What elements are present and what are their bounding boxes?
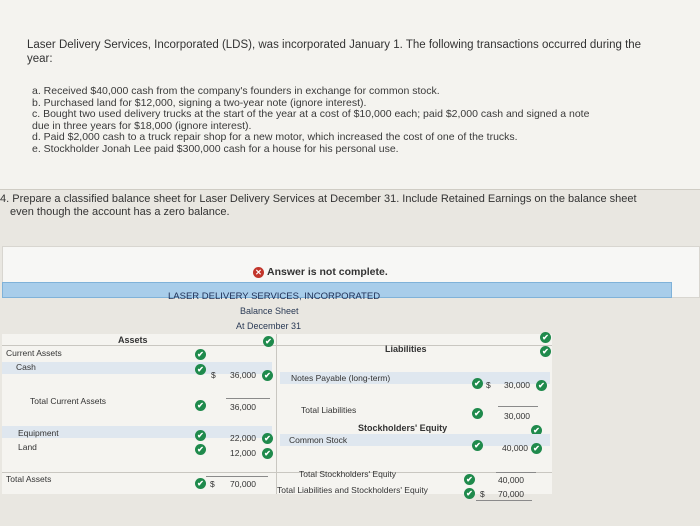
total-le-value[interactable]: 70,000	[498, 489, 524, 499]
common-stock-value[interactable]: 40,000	[502, 443, 528, 453]
transaction-d: d. Paid $2,000 cash to a truck repair shop for a new motor, which increased the cost of one of the trucks.	[32, 131, 518, 144]
check-icon	[540, 346, 551, 357]
land-value[interactable]: 12,000	[230, 448, 256, 458]
equipment-value[interactable]: 22,000	[230, 433, 256, 443]
notes-payable-currency: $	[486, 380, 491, 390]
equity-header: Stockholders' Equity	[358, 423, 448, 433]
double-underline	[476, 500, 532, 501]
grid-divider	[276, 334, 277, 494]
answer-status-text: Answer is not complete.	[267, 266, 388, 278]
sheet-title: Balance Sheet	[240, 306, 299, 316]
check-icon	[263, 336, 274, 347]
underline	[498, 406, 538, 407]
cash-value[interactable]: 36,000	[230, 370, 256, 380]
cash-label[interactable]: Cash	[16, 362, 36, 372]
total-liabilities-value[interactable]: 30,000	[504, 411, 530, 421]
assets-header: Assets	[118, 335, 148, 345]
transaction-list	[32, 86, 662, 156]
total-assets-currency: $	[210, 479, 215, 489]
transaction-c: c. Bought two used delivery trucks at the start of the year at a cost of $10,000 each; paid $2,000 cash and signed a note	[32, 108, 590, 121]
question-line-1: 4. Prepare a classified balance sheet for Laser Delivery Services at December 31. Include Retained Earnings on the balance sheet	[0, 193, 637, 205]
total-liabilities-label: Total Liabilities	[301, 405, 357, 415]
transaction-c-cont: due in three years for $18,000 (ignore interest).	[32, 119, 252, 132]
check-icon	[464, 474, 475, 485]
grid-line	[2, 472, 552, 473]
land-label[interactable]: Land	[18, 442, 37, 452]
check-icon	[472, 440, 483, 451]
check-icon	[472, 378, 483, 389]
total-assets-label: Total Assets	[6, 474, 52, 484]
check-icon	[262, 448, 273, 459]
liabilities-header: Liabilities	[385, 344, 427, 354]
check-icon	[531, 443, 542, 454]
total-assets-value[interactable]: 70,000	[230, 479, 256, 489]
check-icon	[195, 400, 206, 411]
notes-payable-value[interactable]: 30,000	[504, 380, 530, 390]
check-icon	[195, 444, 206, 455]
common-stock-label[interactable]: Common Stock	[289, 435, 348, 445]
x-circle-icon: ✕	[253, 267, 264, 278]
total-le-label: Total Liabilities and Stockholders' Equity	[277, 485, 428, 495]
total-equity-value[interactable]: 40,000	[498, 475, 524, 485]
question-text	[0, 193, 690, 219]
sheet-date: At December 31	[236, 321, 302, 331]
check-icon	[195, 430, 206, 441]
check-icon	[195, 349, 206, 360]
underline	[206, 476, 268, 477]
answer-status	[253, 266, 388, 278]
underline	[226, 398, 270, 399]
total-current-assets-value[interactable]: 36,000	[230, 402, 256, 412]
transaction-e: e. Stockholder Jonah Lee paid $300,000 cash for a house for his personal use.	[32, 142, 399, 155]
underline	[496, 472, 536, 473]
company-name: LASER DELIVERY SERVICES, INCORPORATED	[168, 291, 381, 302]
current-assets-label: Current Assets	[6, 348, 62, 358]
cash-currency: $	[211, 370, 216, 380]
equipment-label[interactable]: Equipment	[18, 428, 59, 438]
total-current-assets-label: Total Current Assets	[30, 396, 107, 406]
check-icon	[195, 478, 206, 489]
check-icon	[262, 370, 273, 381]
grid-line	[2, 345, 552, 346]
total-le-currency: $	[480, 489, 485, 499]
intro-line-1: Laser Delivery Services, Incorporated (LDS), was incorporated January 1. The following transactions occurred during the	[27, 39, 642, 51]
check-icon	[540, 332, 551, 343]
check-icon	[536, 380, 547, 391]
balance-sheet-table	[2, 334, 552, 494]
notes-payable-label[interactable]: Notes Payable (long-term)	[291, 373, 391, 383]
check-icon	[195, 364, 206, 375]
problem-card	[0, 0, 700, 190]
total-equity-label: Total Stockholders' Equity	[299, 469, 397, 479]
intro-line-2: year:	[27, 53, 53, 65]
check-icon	[472, 408, 483, 419]
transaction-b: b. Purchased land for $12,000, signing a two-year note (ignore interest).	[32, 96, 367, 109]
transaction-a: a. Received $40,000 cash from the company's founders in exchange for common stock.	[32, 85, 440, 97]
check-icon	[464, 488, 475, 499]
problem-intro	[27, 38, 667, 66]
question-line-2: even though the account has a zero balance.	[10, 206, 230, 218]
check-icon	[262, 433, 273, 444]
